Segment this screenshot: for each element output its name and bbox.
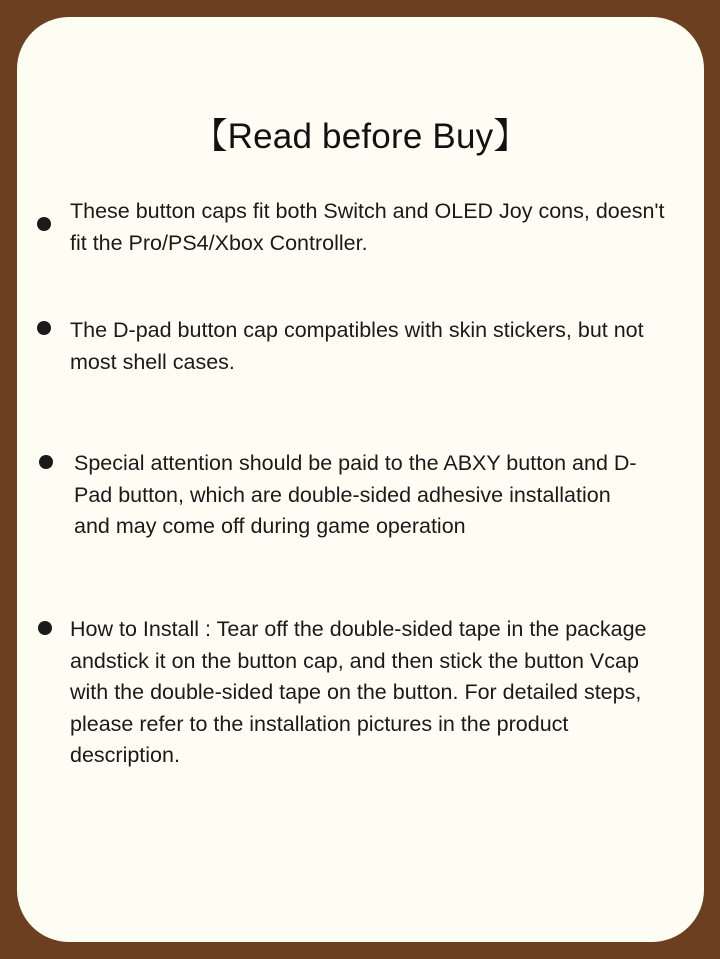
list-item [74,448,649,543]
list-item-text: These button caps fit both Switch and OLED Joy cons, doesn't fit the Pro/PS4/Xbox Controller. [70,199,665,255]
list-item-text: Special attention should be paid to the ABXY button and D-Pad button, which are double-sided adhesive installation and may come off during game operation [74,451,637,538]
bullet-icon [38,621,52,635]
list-item [70,614,650,772]
bullet-icon [37,321,51,335]
bullet-icon [37,217,51,231]
list-item-text: The D-pad button cap compatibles with skin stickers, but not most shell cases. [70,318,644,374]
page-title: 【Read before Buy】 [192,117,529,156]
list-item-text: How to Install : Tear off the double-sided tape in the package andstick it on the button cap, and then stick the button Vcap with the double-sided tape on the button. For detailed steps, please refer to the installation pictures in the product description. [70,617,647,767]
list-item [70,196,680,259]
list-item [70,315,670,378]
bullet-icon [39,455,53,469]
